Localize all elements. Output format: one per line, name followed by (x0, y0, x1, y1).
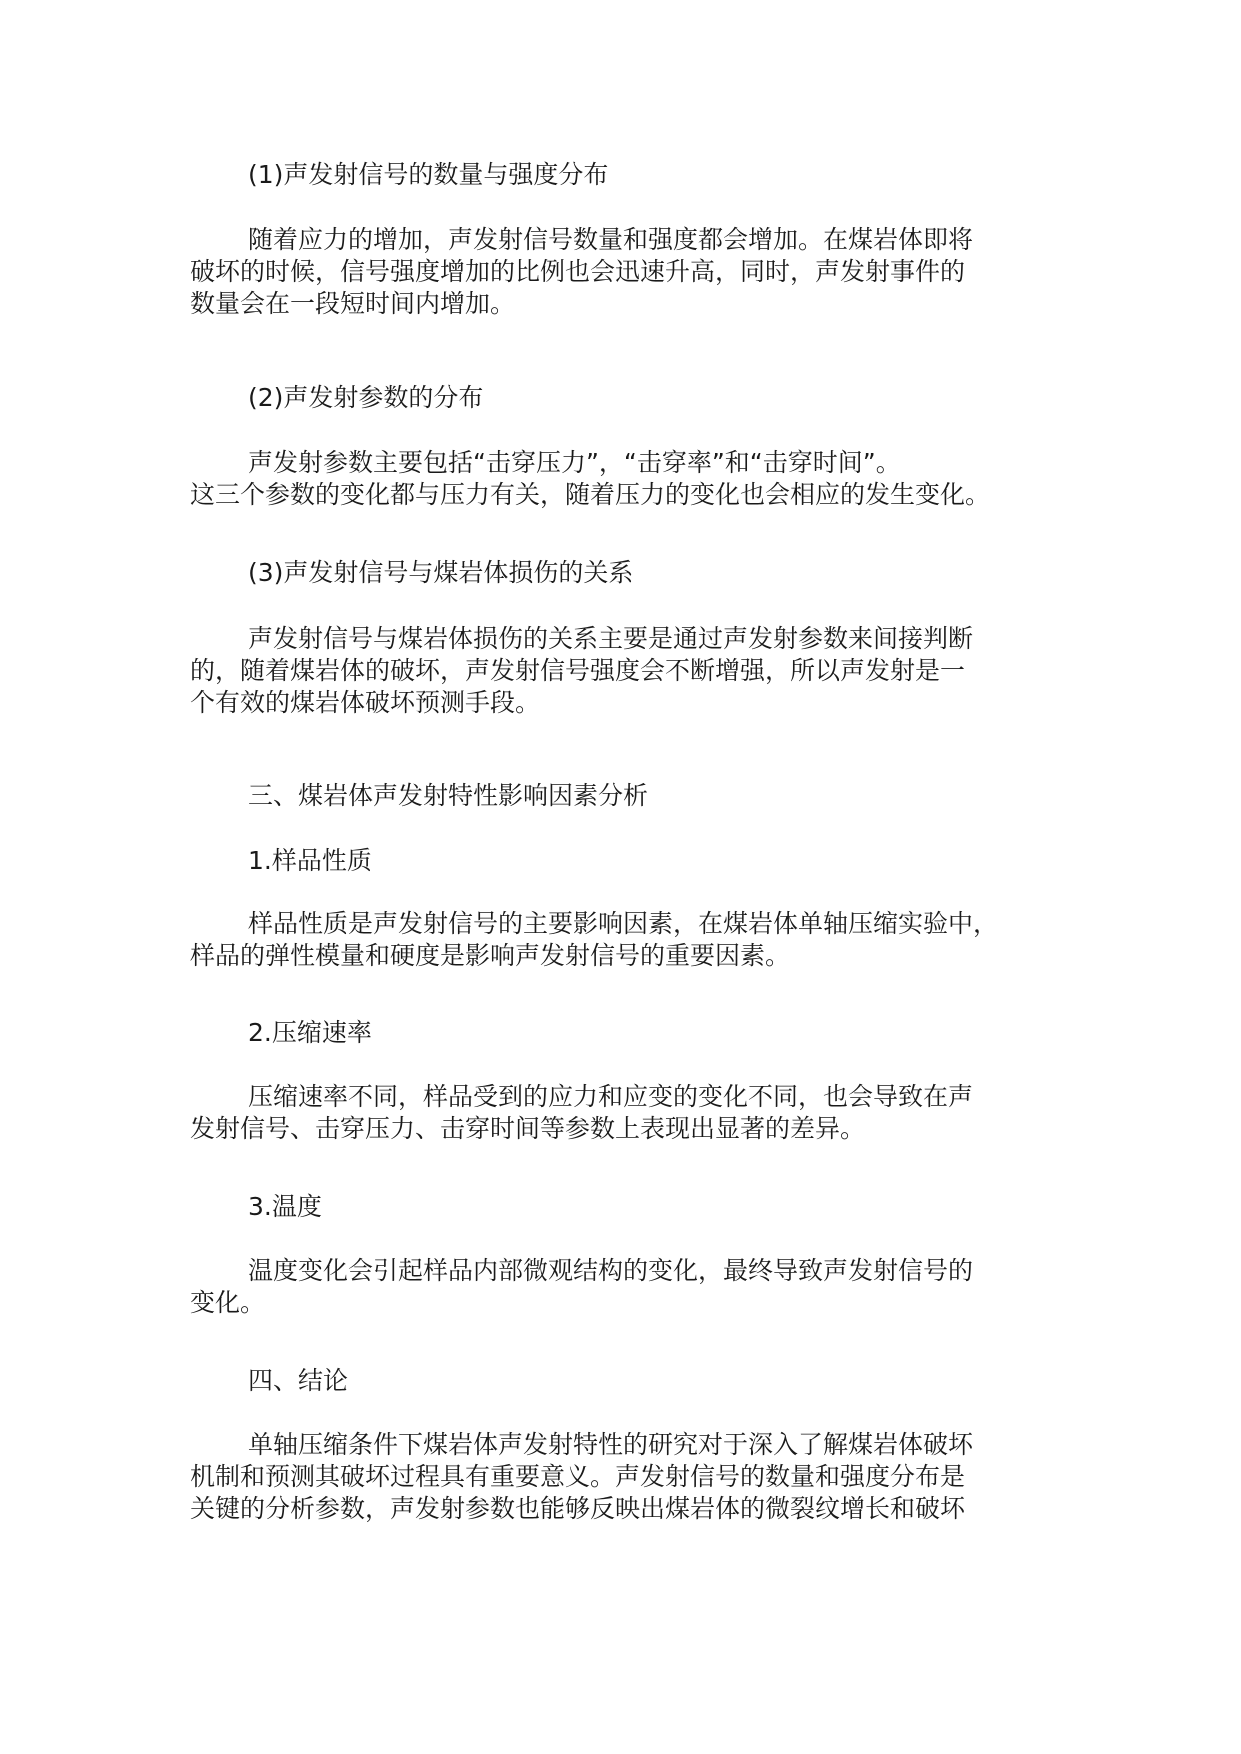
paragraph (190, 623, 1095, 719)
paragraph-line: 的，随着煤岩体的破坏，声发射信号强度会不断增强，所以声发射是一 (190, 656, 966, 685)
section-heading: 2.压缩速率 (248, 1018, 372, 1047)
section-heading: (3)声发射信号与煤岩体损伤的关系 (248, 558, 634, 587)
paragraph-line: 随着应力的增加，声发射信号数量和强度都会增加。在煤岩体即将 (248, 225, 974, 254)
paragraph-line: 个有效的煤岩体破坏预测手段。 (190, 688, 541, 717)
paragraph-line: 声发射参数主要包括“击穿压力”，“击穿率”和“击穿时间”。 (248, 448, 901, 477)
paragraph (190, 1081, 1095, 1145)
section-heading: (2)声发射参数的分布 (248, 383, 484, 412)
paragraph-line: 这三个参数的变化都与压力有关，随着压力的变化也会相应的发生变化。 (190, 480, 991, 509)
paragraph-line: 机制和预测其破坏过程具有重要意义。声发射信号的数量和强度分布是 (190, 1462, 966, 1491)
paragraph-line: 单轴压缩条件下煤岩体声发射特性的研究对于深入了解煤岩体破坏 (248, 1430, 974, 1459)
paragraph-line: 温度变化会引起样品内部微观结构的变化，最终导致声发射信号的 (248, 1256, 974, 1285)
paragraph-line: 声发射信号与煤岩体损伤的关系主要是通过声发射参数来间接判断 (248, 624, 974, 653)
paragraph-line: 破坏的时候，信号强度增加的比例也会迅速升高，同时，声发射事件的 (190, 257, 966, 286)
paragraph-line: 关键的分析参数，声发射参数也能够反映出煤岩体的微裂纹增长和破坏 (190, 1494, 966, 1523)
paragraph-line: 样品性质是声发射信号的主要影响因素，在煤岩体单轴压缩实验中， (248, 909, 999, 938)
section-heading: 1.样品性质 (248, 846, 372, 875)
paragraph-line: 数量会在一段短时间内增加。 (190, 289, 516, 318)
paragraph (190, 908, 1095, 972)
section-heading: 3.温度 (248, 1192, 322, 1221)
paragraph-line: 发射信号、击穿压力、击穿时间等参数上表现出显著的差异。 (190, 1114, 866, 1143)
chapter-heading: 三、煤岩体声发射特性影响因素分析 (248, 781, 649, 810)
section-heading: (1)声发射信号的数量与强度分布 (248, 160, 609, 189)
paragraph (190, 224, 1095, 320)
paragraph (190, 1255, 1095, 1319)
paragraph-line: 变化。 (190, 1288, 266, 1317)
paragraph (190, 1429, 1095, 1525)
paragraph-line: 样品的弹性模量和硬度是影响声发射信号的重要因素。 (190, 941, 791, 970)
chapter-heading: 四、结论 (248, 1366, 349, 1395)
paragraph (190, 447, 1095, 511)
paragraph-line: 压缩速率不同，样品受到的应力和应变的变化不同，也会导致在声 (248, 1082, 974, 1111)
